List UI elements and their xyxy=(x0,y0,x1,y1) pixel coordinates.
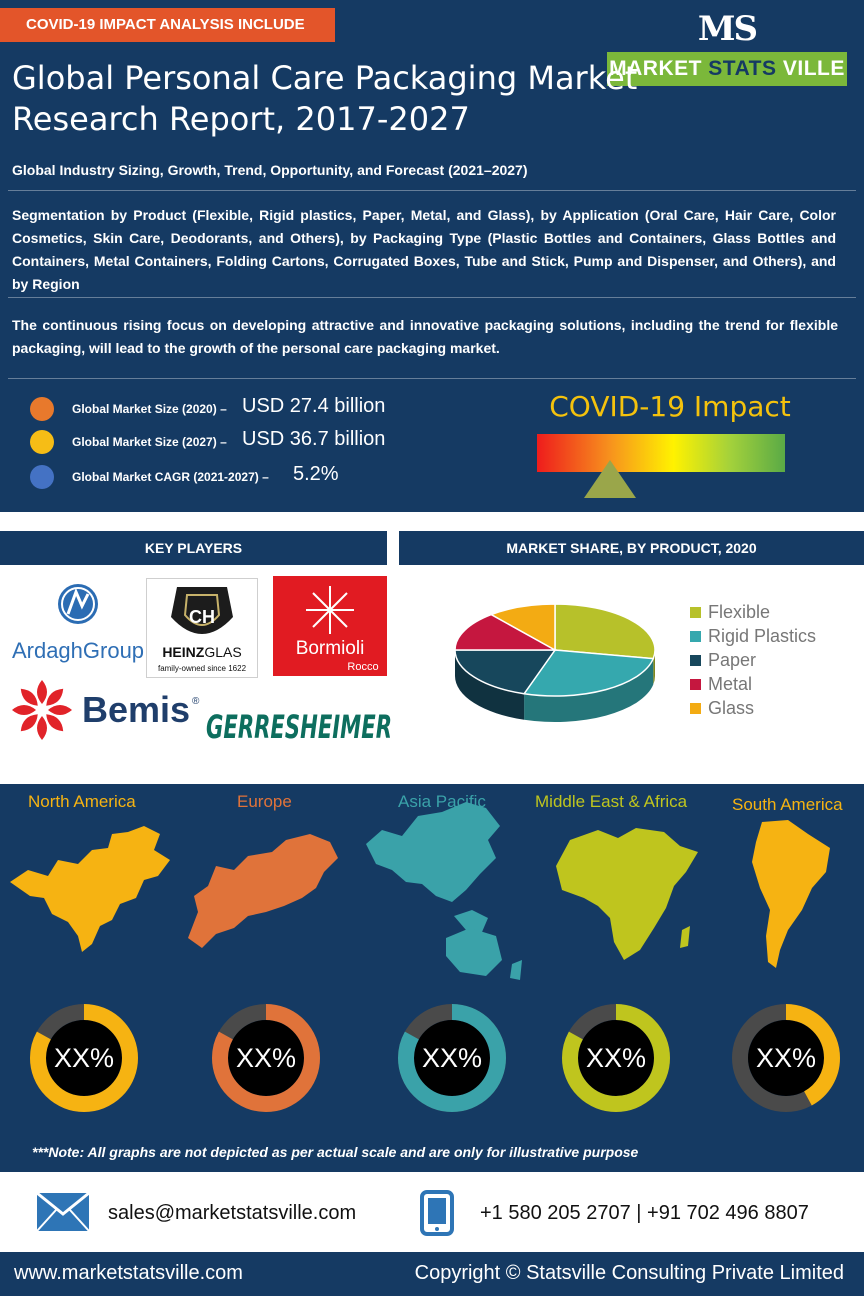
stat-value: USD 27.4 billion xyxy=(242,395,386,417)
donut-value: XX% xyxy=(421,1043,483,1073)
email-icon xyxy=(36,1192,90,1232)
heinz-tagline: family-owned since 1622 xyxy=(157,664,247,673)
contact-bar xyxy=(0,1172,864,1252)
covid-impact-gradient-bar xyxy=(537,434,785,472)
bemis-registered-mark: ® xyxy=(192,696,200,707)
yellow-dot-icon xyxy=(30,430,54,454)
divider xyxy=(8,297,856,298)
europe-share-donut xyxy=(212,1004,320,1112)
report-subtitle: Global Industry Sizing, Growth, Trend, Opportunity, and Forecast (2021–2027) xyxy=(12,162,528,178)
region-name-south-america: South America xyxy=(732,795,843,814)
divider xyxy=(8,378,856,379)
segmentation-text: Segmentation by Product (Flexible, Rigid plastics, Paper, Metal, and Glass), by Application (Oral Care, Hair Care, Color Cosmetics, Skin Care, Deodorants, and Others), by Packaging Type (Plastic Bottles and Containers, Glass Bottles and Containers, Metal Containers, Folding Cartons, Corrugated Boxes, Tube and Stick, Pump and Dispenser, and Others), and by Region xyxy=(12,207,836,292)
rocco-wordmark: Rocco xyxy=(347,661,379,673)
logo-monogram: MS xyxy=(697,9,757,49)
middle-east-africa-map-icon xyxy=(554,820,704,964)
europe-map-icon xyxy=(186,832,340,950)
email-link[interactable]: sales@marketstatsville.com xyxy=(108,1202,357,1224)
pie-legend xyxy=(690,600,816,720)
glas-wordmark: GLAS xyxy=(204,644,242,660)
north-america-map-icon xyxy=(8,824,174,954)
svg-text:CH: CH xyxy=(189,607,215,627)
illustrative-note: ***Note: All graphs are not depicted as per actual scale and are only for illustrative purpose xyxy=(32,1144,639,1160)
phone-numbers[interactable]: +1 580 205 2707 | +91 702 496 8807 xyxy=(480,1202,809,1224)
blue-dot-icon xyxy=(30,465,54,489)
legend-item-metal: Metal xyxy=(690,672,816,696)
logo-word-ville: VILLE xyxy=(776,57,845,80)
donut-value: XX% xyxy=(53,1043,115,1073)
donut-value: XX% xyxy=(235,1043,297,1073)
covid-badge: COVID-19 IMPACT ANALYSIS INCLUDE xyxy=(0,8,335,42)
website-link[interactable]: www.marketstatsville.com xyxy=(14,1262,243,1284)
donut-value: XX% xyxy=(755,1043,817,1073)
legend-swatch xyxy=(690,607,701,618)
copyright-text: Copyright © Statsville Consulting Private Limited xyxy=(414,1262,844,1284)
region-name-europe: Europe xyxy=(237,792,292,811)
north-america-share-donut xyxy=(30,1004,138,1112)
key-players-heading: KEY PLAYERS xyxy=(0,531,387,565)
stat-label: Global Market Size (2027) – xyxy=(72,435,227,449)
summary-text: The continuous rising focus on developing attractive and innovative packaging solutions, including the trend for flexible packaging, will lead to the growth of the personal care packaging market. xyxy=(12,317,838,356)
stat-label: Global Market Size (2020) – xyxy=(72,402,227,416)
title-line-1: Global Personal Care Packaging Market xyxy=(12,59,638,97)
south-america-share-donut xyxy=(732,1004,840,1112)
regional-section xyxy=(0,784,864,1172)
middle-east-africa-share-donut xyxy=(562,1004,670,1112)
divider xyxy=(8,190,856,191)
covid-impact-title: COVID-19 Impact xyxy=(549,390,791,423)
bormioli-rocco-logo xyxy=(273,576,387,676)
bemis-wordmark: Bemis xyxy=(82,689,191,730)
region-name-middle-east-africa: Middle East & Africa xyxy=(535,792,688,811)
legend-item-flexible: Flexible xyxy=(690,600,816,624)
legend-swatch xyxy=(690,631,701,642)
impact-marker-triangle-icon xyxy=(584,460,636,500)
heinz-glas-logo xyxy=(146,578,258,678)
heinz-wordmark: HEINZ xyxy=(162,644,205,660)
report-header xyxy=(0,0,864,512)
orange-dot-icon xyxy=(30,397,54,421)
legend-swatch xyxy=(690,655,701,666)
asia-pacific-share-donut xyxy=(398,1004,506,1112)
market-share-pie-chart xyxy=(450,598,676,738)
stat-value: USD 36.7 billion xyxy=(242,428,386,450)
legend-swatch xyxy=(690,679,701,690)
gerresheimer-logo xyxy=(204,690,394,746)
ardagh-group-logo xyxy=(11,578,145,668)
asia-pacific-map-icon xyxy=(362,800,526,982)
footer xyxy=(0,1252,864,1296)
phone-icon xyxy=(420,1190,454,1236)
legend-item-paper: Paper xyxy=(690,648,816,672)
svg-text:HEINZGLAS xyxy=(162,644,241,660)
south-america-map-icon xyxy=(748,818,834,970)
bormioli-wordmark: Bormioli xyxy=(295,638,365,659)
logo-word-stats: STATS xyxy=(708,57,777,80)
donut-value: XX% xyxy=(585,1043,647,1073)
stat-label: Global Market CAGR (2021-2027) – xyxy=(72,470,269,484)
region-name-north-america: North America xyxy=(28,792,136,811)
ardagh-wordmark: ArdaghGroup xyxy=(11,638,145,663)
gerresheimer-wordmark: GERRESHEIMER xyxy=(206,708,392,746)
bemis-logo xyxy=(8,674,204,746)
title-line-2: Research Report, 2017-2027 xyxy=(12,100,470,138)
legend-item-glass: Glass xyxy=(690,696,816,720)
legend-item-rigid-plastics: Rigid Plastics xyxy=(690,624,816,648)
market-share-heading: MARKET SHARE, BY PRODUCT, 2020 xyxy=(399,531,864,565)
logo-word-market: MARKET xyxy=(609,57,709,80)
report-title xyxy=(12,58,672,140)
legend-swatch xyxy=(690,703,701,714)
region-name-asia-pacific: Asia Pacific xyxy=(398,792,486,811)
stat-value: 5.2% xyxy=(293,463,339,485)
pie-slice-flexible xyxy=(555,604,655,659)
